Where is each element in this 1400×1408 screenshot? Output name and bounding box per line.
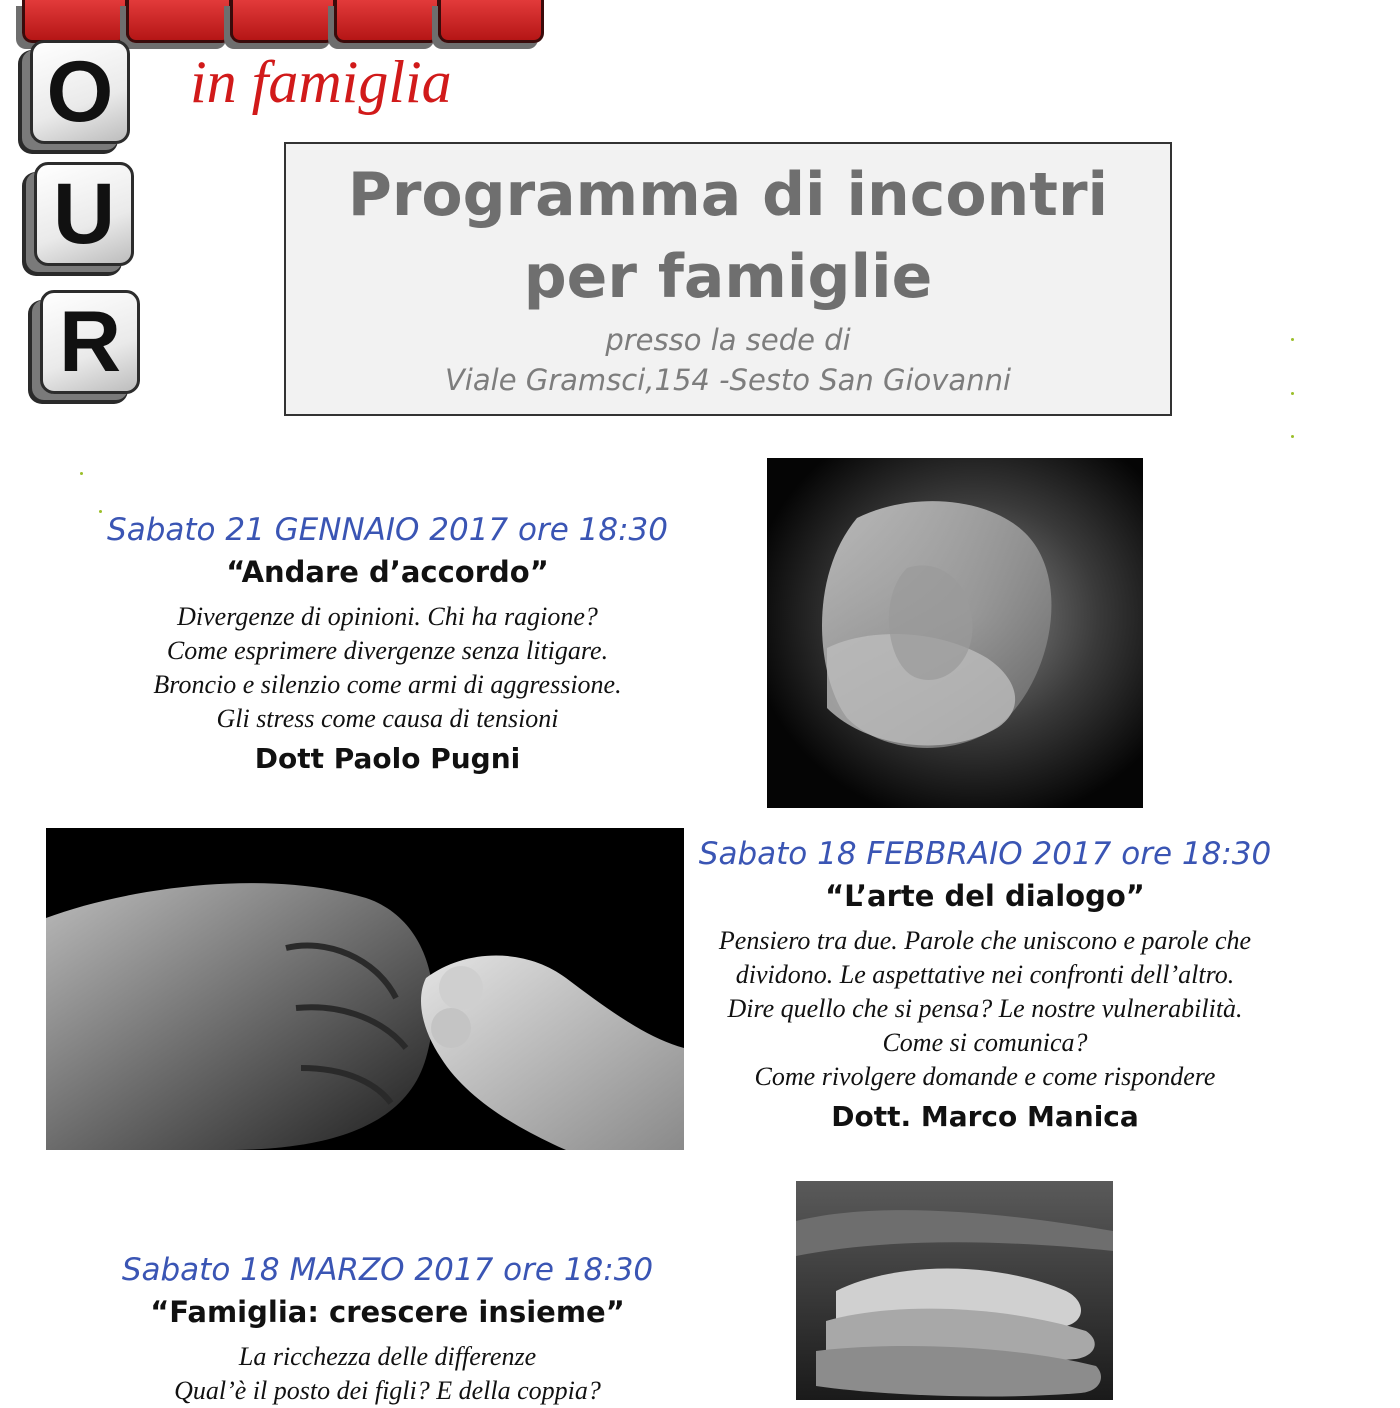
event-description-line: Divergenze di opinioni. Chi ha ragione? [177,602,598,631]
event-description-line: Come si comunica? [882,1028,1088,1057]
event-description-line: dividono. Le aspettative nei confronti dell’altro. [735,960,1235,989]
event-description [690,924,1280,1094]
event-date: Sabato 21 GENNAIO 2017 ore 18:30 [107,512,668,548]
event-title: “Andare d’accordo” [226,555,549,589]
decorative-dot [80,472,83,475]
program-title [286,154,1170,318]
logo-cube-o: O [30,40,130,144]
program-title-line2: per famiglie [523,242,933,312]
event-description-line: Broncio e silenzio come armi di aggressione. [153,670,622,699]
decorative-dot [1291,338,1294,341]
event-march [100,1250,675,1408]
fist-and-baby-hand-photo [46,828,684,1150]
event-speaker: Dott. Marco Manica [831,1100,1139,1133]
event-speaker: Dott Paolo Pugni [254,742,521,775]
program-address [286,320,1170,400]
logo-cube-r: R [40,290,140,394]
holding-hands-photo [767,458,1143,808]
event-date: Sabato 18 MARZO 2017 ore 18:30 [121,1252,654,1288]
logo-red-cube [230,0,336,43]
logo-red-cube [126,0,232,43]
event-description [100,600,675,736]
stacked-hands-photo [796,1181,1113,1400]
event-description [100,1340,675,1408]
event-february [690,834,1280,1140]
address-line2: Viale Gramsci,154 -Sesto San Giovanni [444,363,1012,397]
event-description-line: Dire quello che si pensa? Le nostre vulnerabilità. [727,994,1243,1023]
decorative-dot [1291,435,1294,438]
logo-red-cube [334,0,440,43]
event-title: “Famiglia: crescere insieme” [150,1295,625,1329]
event-date: Sabato 18 FEBBRAIO 2017 ore 18:30 [698,836,1272,872]
logo-subtitle: in famiglia [190,49,452,115]
program-title-line1: Programma di incontri [347,160,1109,230]
event-description-line: Pensiero tra due. Parole che uniscono e parole che [718,926,1252,955]
decorative-dot [1291,392,1294,395]
logo-red-cube [438,0,544,43]
address-line1: presso la sede di [605,323,851,357]
logo-red-cube [22,0,128,43]
event-description-line: Qual’è il posto dei figli? E della coppia? [174,1376,601,1405]
event-description-line: Gli stress come causa di tensioni [216,704,559,733]
event-description-line: Come esprimere divergenze senza litigare. [166,636,609,665]
program-header [284,142,1172,416]
event-description-line: La ricchezza delle differenze [238,1342,537,1371]
event-description-line: Come rivolgere domande e come rispondere [754,1062,1216,1091]
event-january [100,510,675,782]
event-title: “L’arte del dialogo” [825,879,1145,913]
logo-cube-u: U [34,162,134,266]
